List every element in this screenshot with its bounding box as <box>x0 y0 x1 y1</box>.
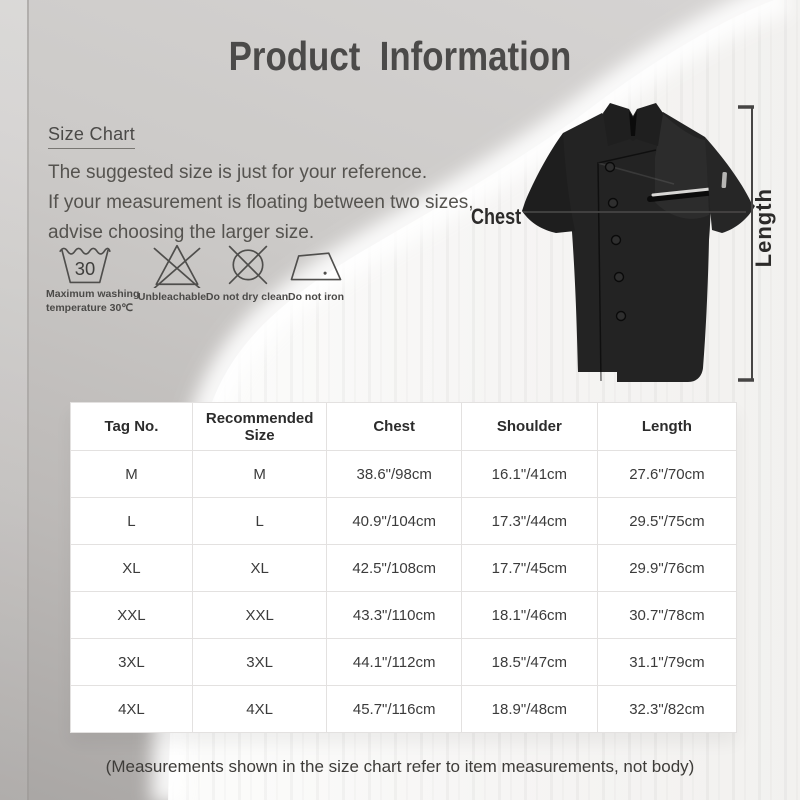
cell-size: L <box>192 498 327 545</box>
jacket-sheen <box>655 114 709 219</box>
cell-tag: 4XL <box>71 686 193 733</box>
do-not-dry-clean-label: Do not dry clean <box>205 291 289 303</box>
cell-chest: 40.9"/104cm <box>327 498 462 545</box>
table-row <box>71 639 737 686</box>
unbleachable-icon <box>148 241 206 288</box>
size-chart-line2: If your measurement is floating between two sizes, <box>48 192 474 213</box>
table-header-row <box>71 403 737 451</box>
washtub-30-icon <box>57 242 113 288</box>
jacket-right-sleeve <box>705 137 755 233</box>
cell-shoulder: 18.5"/47cm <box>461 639 597 686</box>
col-header-tag-no: Tag No. <box>71 403 193 451</box>
measurement-disclaimer: (Measurements shown in the size chart refer to item measurements, not body) <box>105 757 695 776</box>
table-row <box>71 545 737 592</box>
do-not-iron-label: Do not iron <box>288 291 344 303</box>
cell-tag: XL <box>71 545 193 592</box>
cell-chest: 44.1"/112cm <box>327 639 462 686</box>
chest-measure-label: Chest <box>471 204 522 229</box>
svg-text:30: 30 <box>74 258 96 280</box>
table-row <box>71 592 737 639</box>
size-chart-text <box>48 158 474 248</box>
cell-shoulder: 18.9"/48cm <box>461 686 597 733</box>
do-not-dry-clean-icon <box>222 241 274 287</box>
col-header-length: Length <box>597 403 736 451</box>
col-header-shoulder: Shoulder <box>461 403 597 451</box>
cell-chest: 38.6"/98cm <box>327 451 462 498</box>
cell-shoulder: 17.3"/44cm <box>461 498 597 545</box>
cell-size: M <box>192 451 327 498</box>
size-table <box>70 402 737 733</box>
size-chart-line3: advise choosing the larger size. <box>48 222 315 243</box>
washtub-label-line1: Maximum washing <box>46 288 140 300</box>
cell-size: XXL <box>192 592 327 639</box>
cell-tag: XXL <box>71 592 193 639</box>
cell-length: 29.5"/75cm <box>597 498 736 545</box>
cell-length: 32.3"/82cm <box>597 686 736 733</box>
cell-chest: 43.3"/110cm <box>327 592 462 639</box>
cell-chest: 42.5"/108cm <box>327 545 462 592</box>
col-header-chest: Chest <box>327 403 462 451</box>
cell-shoulder: 17.7"/45cm <box>461 545 597 592</box>
size-chart-line1: The suggested size is just for your reference. <box>48 162 428 183</box>
cell-length: 27.6"/70cm <box>597 451 736 498</box>
length-measure-label: Length <box>751 188 776 268</box>
cell-shoulder: 18.1"/46cm <box>461 592 597 639</box>
washtub-label-line2: temperature 30℃ <box>46 301 134 314</box>
page-title: Product Information <box>228 33 572 79</box>
size-chart-heading: Size Chart <box>48 124 135 149</box>
cell-size: 4XL <box>192 686 327 733</box>
cell-length: 29.9"/76cm <box>597 545 736 592</box>
cell-chest: 45.7"/116cm <box>327 686 462 733</box>
do-not-iron-icon <box>288 245 344 285</box>
size-chart-intro <box>48 124 474 248</box>
cell-tag: L <box>71 498 193 545</box>
cell-tag: M <box>71 451 193 498</box>
cell-size: 3XL <box>192 639 327 686</box>
cell-length: 30.7"/78cm <box>597 592 736 639</box>
table-row <box>71 498 737 545</box>
cell-length: 31.1"/79cm <box>597 639 736 686</box>
unbleachable-label: Unbleachable <box>137 291 207 303</box>
cell-size: XL <box>192 545 327 592</box>
cell-tag: 3XL <box>71 639 193 686</box>
col-header-recommended-size: Recommended Size <box>192 403 327 451</box>
cell-shoulder: 16.1"/41cm <box>461 451 597 498</box>
chef-jacket-image <box>440 85 780 420</box>
table-row <box>71 451 737 498</box>
table-row <box>71 686 737 733</box>
